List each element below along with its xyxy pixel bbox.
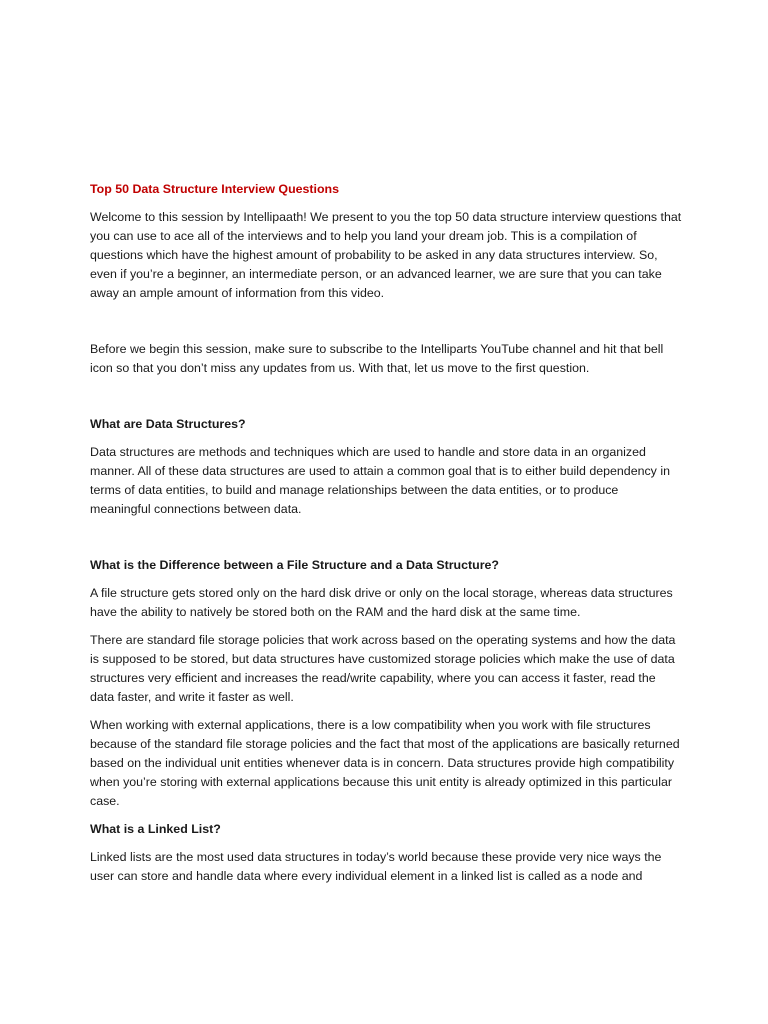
section-paragraph: Data structures are methods and techniques which are used to handle and store data in an organized manner. All of these data structures are used to attain a common goal that is to either build dependency in terms of data entities, to build and manage relationships between the data entities, or to produce meaningful connections between data.: [90, 445, 670, 516]
spacer: [90, 528, 682, 556]
section-paragraph: Linked lists are the most used data structures in today’s world because these provide very nice ways the user can store and handle data where every individual element in a linked list is called as a node and: [90, 850, 662, 883]
document-page: [90, 180, 682, 895]
section-paragraph: When working with external applications, there is a low compatibility when you work with file structures because of the standard file storage policies and the fact that most of the applications are basically returned based on the individual unit entities whenever data is in concern. Data structures provide high compatibility when you’re storing with external applications because this unit entity is already optimized in this particular case.: [90, 718, 680, 808]
section-heading-linked-list: What is a Linked List?: [90, 822, 221, 836]
section-heading-data-structures: What are Data Structures?: [90, 417, 246, 431]
spacer: [90, 387, 682, 415]
section-paragraph: There are standard file storage policies that work across based on the operating systems and how the data is supposed to be stored, but data structures have customized storage policies which make the use of data structures very efficient and increases the read/write capability, where you can access it faster, read the data faster, and write it faster as well.: [90, 633, 676, 704]
spacer: [90, 312, 682, 340]
document-title: Top 50 Data Structure Interview Questions: [90, 182, 340, 196]
section-heading-file-vs-data-structure: What is the Difference between a File Structure and a Data Structure?: [90, 558, 499, 572]
intro-paragraph-1: Welcome to this session by Intellipaath! We present to you the top 50 data structure interview questions that you can use to ace all of the interviews and to help you land your dream job. This is a compilation of questions which have the highest amount of probability to be asked in any data structures interview. So, even if you’re a beginner, an intermediate person, or an advanced learner, we are sure that you can take away an ample amount of information from this video.: [90, 210, 682, 300]
section-paragraph: A file structure gets stored only on the hard disk drive or only on the local storage, whereas data structures have the ability to natively be stored both on the RAM and the hard disk at the same time.: [90, 586, 673, 619]
intro-paragraph-2: Before we begin this session, make sure to subscribe to the Intelliparts YouTube channel and hit that bell icon so that you don’t miss any updates from us. With that, let us move to the first question.: [90, 342, 664, 375]
